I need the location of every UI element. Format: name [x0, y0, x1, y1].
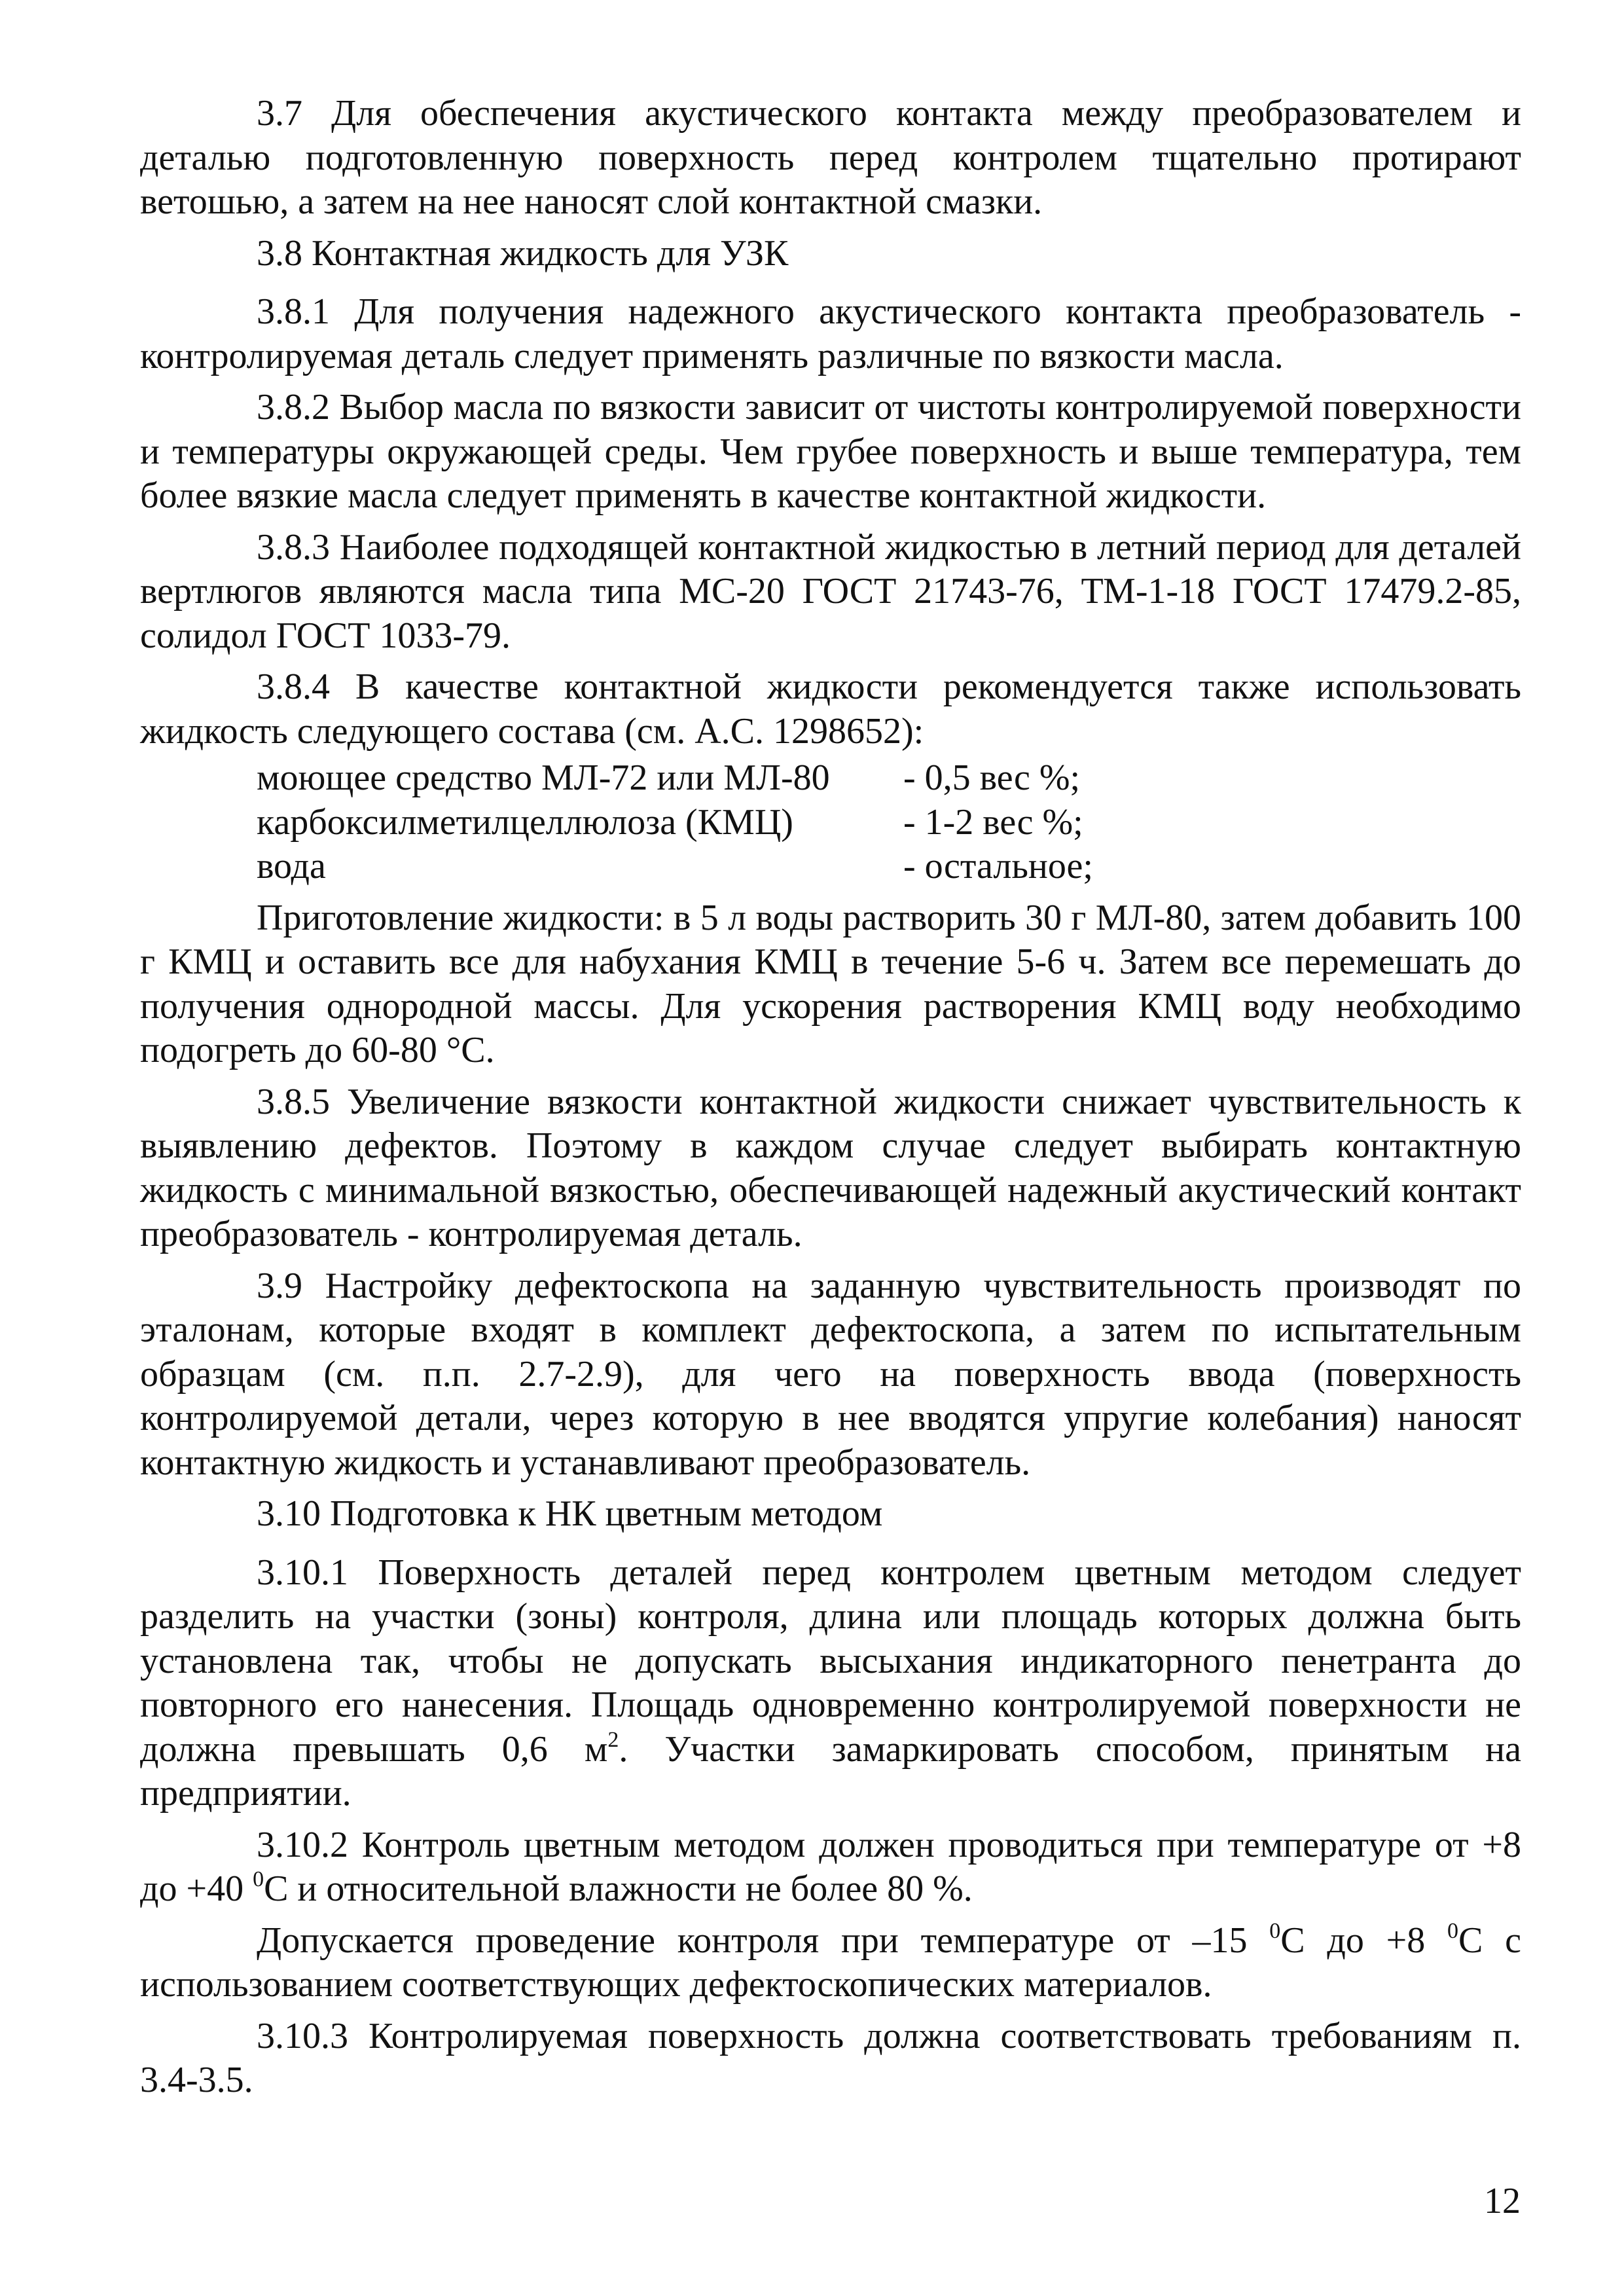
allowed-temperature-text: Допускается проведение контроля при температуре от –15: [257, 1920, 1270, 1961]
degree-superscript: 0: [1269, 1918, 1281, 1943]
degree-superscript: 0: [253, 1867, 264, 1891]
paragraph-preparation: Приготовление жидкости: в 5 л воды растворить 30 г МЛ-80, затем добавить 100 г КМЦ и оставить все для набухания КМЦ в течение 5-6 ч. Затем все перемешать до получения однородной массы. Для ускорения растворения КМЦ воду необходимо подогреть до 60-80 °С.: [140, 897, 1521, 1070]
paragraph-3-10-1-text-end: . Участки замаркировать способом, принятым на предприятии.: [140, 1728, 1521, 1813]
mixture-row: [140, 845, 1521, 889]
allowed-temperature-text-mid: С до +8: [1280, 1920, 1448, 1961]
heading-3-10: 3.10 Подготовка к НК цветным методом: [257, 1493, 883, 1534]
mixture-amount: - 1-2 вес %;: [903, 801, 1083, 843]
paragraph-3-10-1-text: 3.10.1 Поверхность деталей перед контролем цветным методом следует разделить на участки (зоны) контроля, длина или площадь которых должна быть установлена так, чтобы не допускать высыхания индикаторного пенетранта до повторного его нанесения. Площадь одновременно контролируемой поверхности не должна превышать 0,6 м: [140, 1552, 1521, 1770]
paragraph-3-10-2-text-end: С и относительной влажности не более 80 %.: [264, 1868, 973, 1909]
paragraph-3-9: 3.9 Настройку дефектоскопа на заданную чувствительность производят по эталонам, которые входят в комплект дефектоскопа, а затем по испытательным образцам (см. п.п. 2.7-2.9), для чего на поверхность ввода (поверхность контролируемой детали, через которую в нее вводятся упругие колебания) наносят контактную жидкость и устанавливают преобразователь.: [140, 1265, 1521, 1483]
page-number: 12: [1484, 2181, 1521, 2221]
mixture-row: [140, 801, 1521, 845]
document-body: [140, 92, 1521, 2110]
mixture-list: [140, 756, 1521, 889]
paragraph-3-8-4: 3.8.4 В качестве контактной жидкости рекомендуется также использовать жидкость следующего состава (см. А.С. 1298652):: [140, 666, 1521, 752]
mixture-item: моющее средство МЛ-72 или МЛ-80: [257, 757, 830, 798]
paragraph-3-10-3: 3.10.3 Контролируемая поверхность должна соответствовать требованиям п. 3.4-3.5.: [140, 2015, 1521, 2100]
paragraph-3-8-3: 3.8.3 Наиболее подходящей контактной жидкостью в летний период для деталей вертлюгов являются масла типа МС-20 ГОСТ 21743-76, ТМ-1-18 ГОСТ 17479.2-85, солидол ГОСТ 1033-79.: [140, 526, 1521, 656]
paragraph-3-10-2: [140, 1823, 1521, 1912]
paragraph-3-8-1: 3.8.1 Для получения надежного акустического контакта преобразователь - контролируемая деталь следует применять различные по вязкости масла.: [140, 291, 1521, 376]
mixture-amount: - остальное;: [903, 846, 1093, 886]
area-unit-superscript: 2: [607, 1727, 619, 1752]
paragraph-3-10-1: [140, 1551, 1521, 1816]
paragraph-3-7: 3.7 Для обеспечения акустического контакта между преобразователем и деталью подготовленную поверхность перед контролем тщательно протирают ветошью, а затем на нее наносят слой контактной смазки.: [140, 93, 1521, 222]
paragraph-allowed-temperature: [140, 1919, 1521, 2007]
degree-superscript: 0: [1447, 1918, 1459, 1943]
paragraph-3-10-2-text: 3.10.2 Контроль цветным методом должен проводиться при температуре от +8 до +40: [140, 1824, 1521, 1909]
mixture-item: вода: [257, 846, 326, 886]
mixture-item: карбоксилметилцеллюлоза (КМЦ): [257, 801, 793, 843]
paragraph-3-8-5: 3.8.5 Увеличение вязкости контактной жидкости снижает чувствительность к выявлению дефектов. Поэтому в каждом случае следует выбирать контактную жидкость с минимальной вязкостью, обеспечивающей надежный акустический контакт преобразователь - контролируемая деталь.: [140, 1081, 1521, 1254]
mixture-amount: - 0,5 вес %;: [903, 757, 1081, 798]
mixture-row: [140, 756, 1521, 801]
heading-3-8: 3.8 Контактная жидкость для УЗК: [257, 232, 789, 274]
paragraph-3-8-2: 3.8.2 Выбор масла по вязкости зависит от чистоты контролируемой поверхности и температуры окружающей среды. Чем грубее поверхность и выше температура, тем более вязкие масла следует применять в качестве контактной жидкости.: [140, 387, 1521, 516]
allowed-temperature-text-end: С с использованием соответствующих дефектоскопических материалов.: [140, 1920, 1521, 2005]
